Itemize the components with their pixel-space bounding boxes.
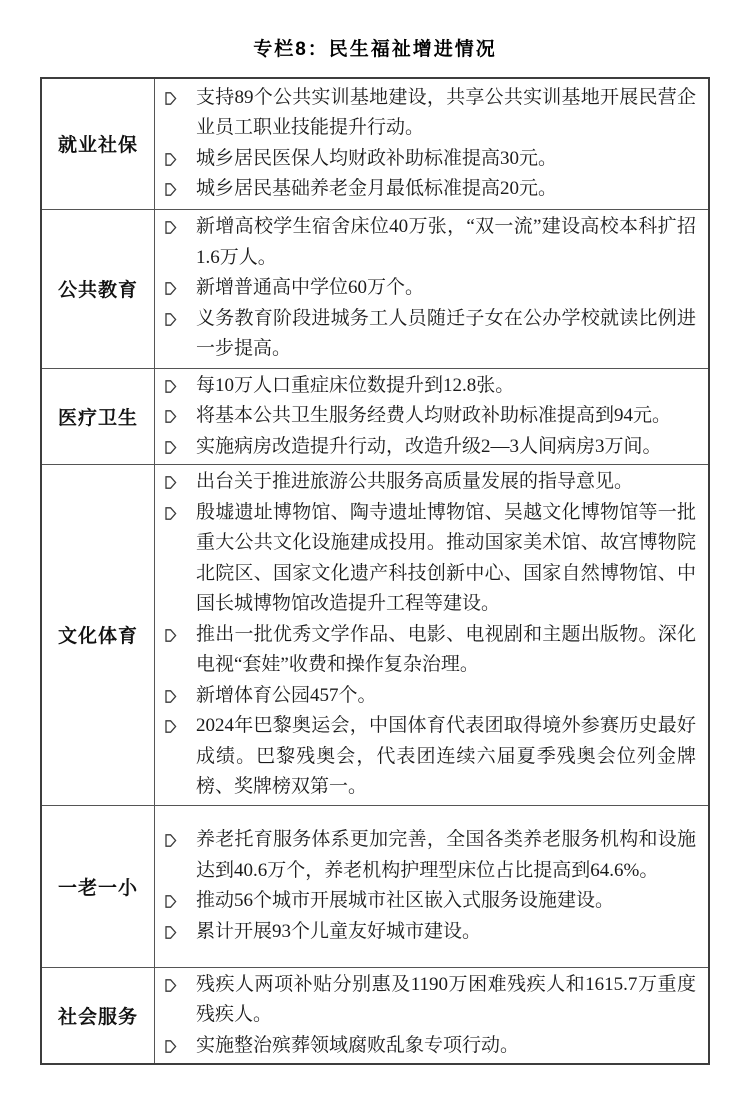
arrow-right-outline-icon bbox=[161, 174, 196, 197]
list-item bbox=[161, 825, 696, 886]
page-title: 专栏8：民生福祉增进情况 bbox=[253, 39, 497, 60]
list-item bbox=[161, 681, 696, 712]
item-text: 养老托育服务体系更加完善，全国各类养老服务机构和设施达到40.6万个，养老机构护理型床位占比提高到64.6%。 bbox=[196, 829, 696, 881]
table-row-elderly-children bbox=[41, 805, 709, 967]
item-text: 新增体育公园457个。 bbox=[196, 684, 377, 706]
table-row-public-education bbox=[41, 209, 709, 368]
row-content-culture-sports bbox=[155, 465, 710, 806]
list-item bbox=[161, 371, 696, 402]
arrow-right-outline-icon bbox=[161, 467, 196, 490]
list-item bbox=[161, 620, 696, 681]
row-label-culture-sports: 文化体育 bbox=[41, 465, 155, 806]
list-item bbox=[161, 1031, 696, 1062]
list-item bbox=[161, 83, 696, 144]
item-text: 新增普通高中学位60万个。 bbox=[196, 277, 425, 299]
row-label-elderly-children: 一老一小 bbox=[41, 805, 155, 967]
table-row-medical-health bbox=[41, 368, 709, 465]
row-label-public-education: 公共教育 bbox=[41, 209, 155, 368]
item-text: 将基本公共卫生服务经费人均财政补助标准提高到94元。 bbox=[196, 405, 672, 426]
item-text: 城乡居民医保人均财政补助标准提高30元。 bbox=[196, 147, 558, 169]
arrow-right-outline-icon bbox=[161, 825, 196, 848]
table-row-employment-social-security bbox=[41, 78, 709, 209]
row-label-medical-health: 医疗卫生 bbox=[41, 368, 155, 465]
list-item bbox=[161, 467, 696, 498]
list-item bbox=[161, 304, 696, 365]
row-label-social-services: 社会服务 bbox=[41, 967, 155, 1064]
arrow-right-outline-icon bbox=[161, 432, 196, 455]
arrow-right-outline-icon bbox=[161, 917, 196, 940]
arrow-right-outline-icon bbox=[161, 144, 196, 167]
row-content-employment-social-security bbox=[155, 78, 710, 209]
row-content-elderly-children bbox=[155, 805, 710, 967]
arrow-right-outline-icon bbox=[161, 498, 196, 521]
arrow-right-outline-icon bbox=[161, 1031, 196, 1054]
row-content-social-services bbox=[155, 967, 710, 1064]
item-text: 出台关于推进旅游公共服务高质量发展的指导意见。 bbox=[196, 471, 634, 492]
arrow-right-outline-icon bbox=[161, 212, 196, 235]
item-text: 推动56个城市开展城市社区嵌入式服务设施建设。 bbox=[196, 890, 615, 911]
welfare-table bbox=[40, 77, 710, 1065]
list-item bbox=[161, 273, 696, 304]
arrow-right-outline-icon bbox=[161, 681, 196, 704]
row-content-public-education bbox=[155, 209, 710, 368]
arrow-right-outline-icon bbox=[161, 401, 196, 424]
arrow-right-outline-icon bbox=[161, 711, 196, 734]
list-item bbox=[161, 970, 696, 1031]
arrow-right-outline-icon bbox=[161, 83, 196, 106]
list-item bbox=[161, 144, 696, 175]
item-text: 每10万人口重症床位数提升到12.8张。 bbox=[196, 374, 515, 396]
list-item bbox=[161, 174, 696, 205]
item-text: 义务教育阶段进城务工人员随迁子女在公办学校就读比例进一步提高。 bbox=[196, 307, 696, 360]
row-content-medical-health bbox=[155, 368, 710, 465]
item-text: 累计开展93个儿童友好城市建设。 bbox=[196, 920, 482, 942]
list-item bbox=[161, 886, 696, 917]
item-text: 支持89个公共实训基地建设，共享公共实训基地开展民营企业员工职业技能提升行动。 bbox=[196, 86, 696, 139]
welfare-table-body bbox=[41, 78, 709, 1064]
list-item bbox=[161, 498, 696, 620]
list-item bbox=[161, 401, 696, 432]
arrow-right-outline-icon bbox=[161, 886, 196, 909]
item-text: 城乡居民基础养老金月最低标准提高20元。 bbox=[196, 178, 558, 200]
row-label-employment-social-security: 就业社保 bbox=[41, 78, 155, 209]
item-text: 实施整治殡葬领域腐败乱象专项行动。 bbox=[196, 1034, 520, 1056]
arrow-right-outline-icon bbox=[161, 970, 196, 993]
item-text: 实施病房改造提升行动，改造升级2—3人间病房3万间。 bbox=[196, 435, 662, 457]
item-text: 残疾人两项补贴分别惠及1190万困难残疾人和1615.7万重度残疾人。 bbox=[196, 973, 696, 1025]
table-row-culture-sports bbox=[41, 465, 709, 806]
arrow-right-outline-icon bbox=[161, 620, 196, 643]
arrow-right-outline-icon bbox=[161, 304, 196, 327]
item-text: 新增高校学生宿舍床位40万张，“双一流”建设高校本科扩招1.6万人。 bbox=[196, 216, 696, 268]
item-text: 殷墟遗址博物馆、陶寺遗址博物馆、吴越文化博物馆等一批重大公共文化设施建成投用。推动国家美术馆、故宫博物院北院区、国家文化遗产科技创新中心、国家自然博物馆、中国长城博物馆改造提升工程等建设。 bbox=[196, 501, 696, 614]
item-text: 2024年巴黎奥运会，中国体育代表团取得境外参赛历史最好成绩。巴黎残奥会，代表团连续六届夏季残奥会位列金牌榜、奖牌榜双第一。 bbox=[196, 715, 696, 797]
table-row-social-services bbox=[41, 967, 709, 1064]
list-item bbox=[161, 212, 696, 273]
list-item bbox=[161, 432, 696, 463]
list-item bbox=[161, 711, 696, 803]
item-text: 推出一批优秀文学作品、电影、电视剧和主题出版物。深化电视“套娃”收费和操作复杂治理。 bbox=[196, 623, 696, 675]
arrow-right-outline-icon bbox=[161, 371, 196, 394]
list-item bbox=[161, 917, 696, 948]
arrow-right-outline-icon bbox=[161, 273, 196, 296]
